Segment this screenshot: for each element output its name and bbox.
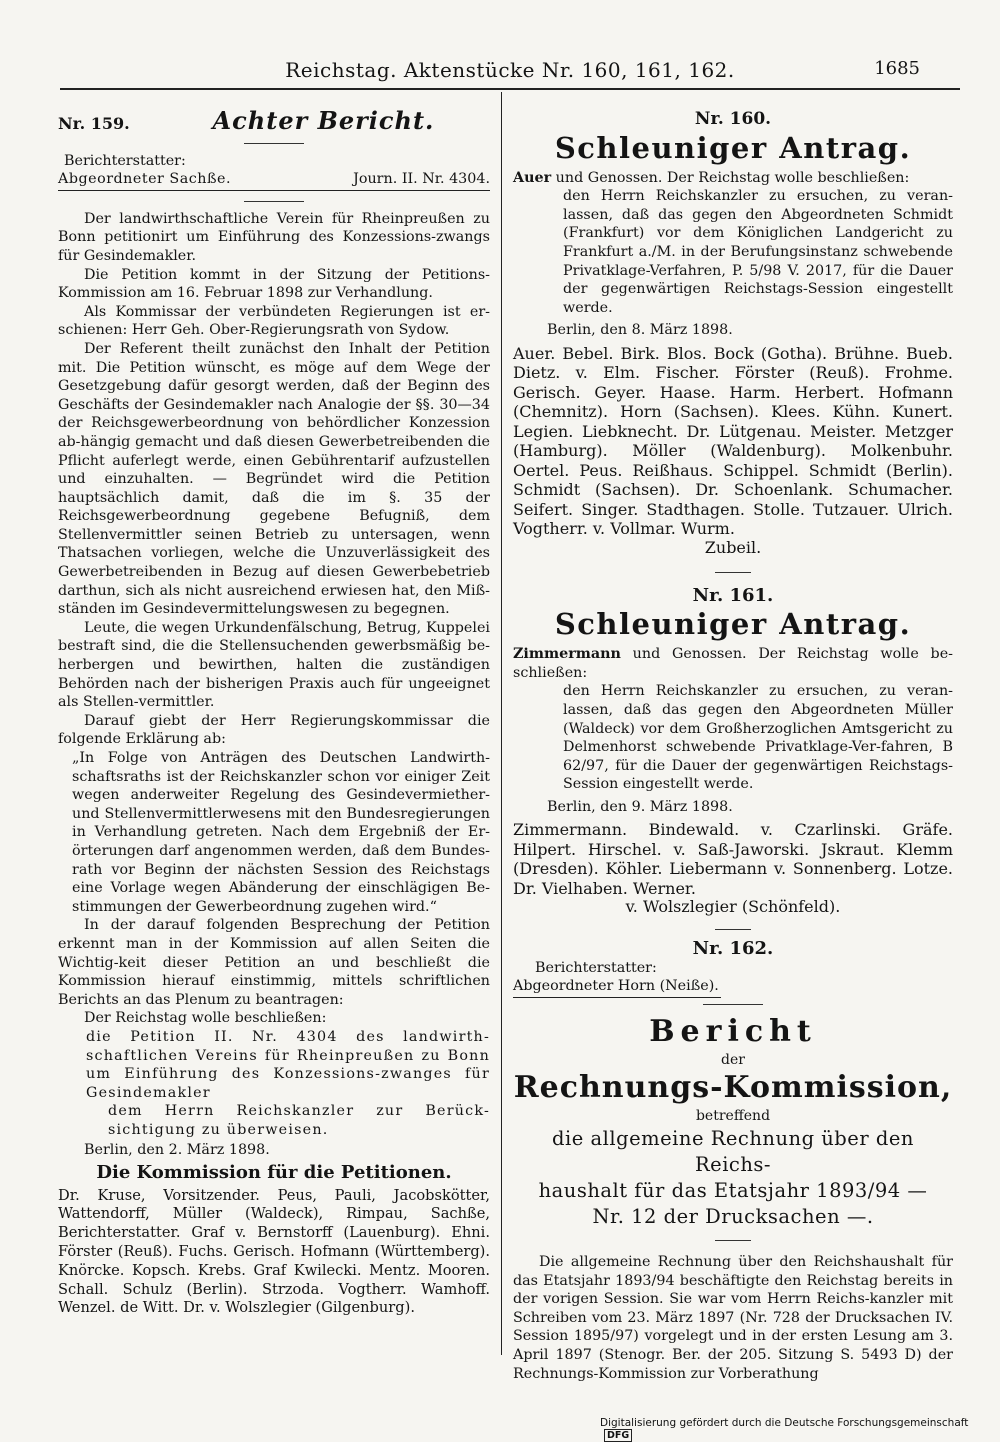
paragraph: Leute, die wegen Urkundenfälschung, Betrug, Kuppelei bestraft sind, die die Stellensuchenden gewerbsmäßig be-herbergen und bewirthen, halten die zuständigen Behörden nach der bisherigen Praxis auch für ungeeignet als Stellen-vermittler. <box>58 619 490 711</box>
date-line: Berlin, den 2. März 1898. <box>84 1142 270 1159</box>
report-159-title: Achter Bericht. <box>212 106 435 135</box>
divider-rule <box>244 201 304 202</box>
divider-rule <box>715 1240 751 1241</box>
commission-members: Dr. Kruse, Vorsitzender. Peus, Pauli, Jacobskötter, Wattendorff, Müller (Waldeck), Rimpau, Sachße, Berichterstatter. Graf v. Bernstorff (Lauenburg). Ehni. Förster (Reuß). Fuchs. Gerisch. Hofmann (Württemberg). Knörcke. Kopsch. Krebs. Graf Kwilecki. Mentz. Mooren. Schall. Schulz (Berlin). Strzoda. Vogtherr. Wamhoff. Wenzel. de Witt. Dr. v. Wolszlegier (Gilgenburg). <box>58 1186 490 1317</box>
motion-160-intro <box>513 169 953 188</box>
report-title-betreffend: betreffend <box>695 1108 771 1125</box>
document-number-162: Nr. 162. <box>692 938 774 960</box>
document-number-160: Nr. 160. <box>694 109 772 129</box>
signatory-list: Zimmermann. Bindewald. v. Czarlinski. Gräfe. Hilpert. Hirschel. v. Saß-Jaworski. Jskraut. Klemm (Dresden). Köhler. Liebermann v. Sonnenberg. Lotze. Dr. Vielhaben. Werner. <box>513 820 953 898</box>
running-head <box>60 58 960 88</box>
motion-160-author: Auer <box>513 169 552 186</box>
motion-161-author: Zimmermann <box>513 646 621 663</box>
footer-text: Digitalisierung gefördert durch die Deutsche Forschungsgemeinschaft <box>600 1417 969 1429</box>
document-number-161: Nr. 161. <box>692 584 774 606</box>
reporter-name-159: Abgeordneter Sachße. <box>58 171 232 188</box>
signatories-160 <box>513 344 953 558</box>
report-159-heading-row <box>58 106 490 135</box>
government-statement-quote: „In Folge von Anträgen des Deutschen Landwirth-schaftsraths ist der Reichskanzler schon vor einiger Zeit wegen anderweiter Regelung des Gesindevermiether- und Stellenvermittlerwesens mit den Bundesregierungen in Verhandlung getreten. Nach dem Ergebniß der Er-örterungen darf angenommen werden, daß dem Bundes-rath vor Beginn der nächsten Session des Reichstags eine Vorlage wegen Abänderung der einschlägigen Be-stimmungen der Gewerbeordnung zugehen wird.“ <box>72 750 490 915</box>
reporter-row-159 <box>58 170 490 191</box>
document-number-159: Nr. 159. <box>58 114 130 133</box>
motion-161-body: den Herrn Reichskanzler zu ersuchen, zu veran-lassen, daß das gegen den Abgeordneten Müller (Waldeck) vor dem Großherzoglichen Amtsgericht zu Delmenhorst schwebende Privatklage-Ver-fahren, B 62/97, für die Dauer der gegenwärtigen Reichstags-Session eingestellt werde. <box>563 683 953 793</box>
resolution-text: dem Herrn Reichskanzler zur Berück-sichtigung zu überweisen. <box>108 1103 490 1138</box>
journal-number: Journ. II. Nr. 4304. <box>353 171 490 188</box>
signatories-161 <box>513 820 953 917</box>
left-column <box>58 108 490 1318</box>
resolution-text: die Petition II. Nr. 4304 des landwirth-schaftlichen Vereins für Rheinpreußen zu Bonn um Einführung des Konzessions-zwanges für Gesindemakler <box>86 1028 490 1101</box>
commission-name-title: Rechnungs-Kommission, <box>513 1070 953 1106</box>
motion-161-intro <box>513 645 953 682</box>
motion-160-intro-text: und Genossen. Der Reichstag wolle beschließen: <box>551 169 910 186</box>
resolution-intro: Der Reichstag wolle beschließen: <box>84 1010 327 1027</box>
paragraph: Die allgemeine Rechnung über den Reichshaushalt für das Etatsjahr 1893/94 beschäftigte den Reichstag bereits in der vorigen Session. Sie war vom Herrn Reichs-kanzler mit Schreiben vom 23. März 1897 (Nr. 728 der Drucksachen IV. Session 1895/97) vorgelegt und in der ersten Lesung am 3. April 1897 (Stenogr. Ber. der 205. Sitzung S. 5493 D) der Rechnungs-Kommission zur Vorberathung <box>513 1254 953 1382</box>
paragraph: Der Referent theilt zunächst den Inhalt der Petition mit. Die Petition wünscht, es möge auf dem Wege der Gesetzgebung dafür gesorgt werden, daß der Beginn des Geschäfts der Gesindemakler nach Analogie der §§. 30—34 der Reichsgewerbeordnung von behördlicher Konzession ab-hängig gemacht und daß diesen Gewerbetreibenden die Pflicht auferlegt werde, einen Gebührentarif aufzustellen und einzuhalten. — Begründet wird die Petition hauptsächlich damit, daß die im §. 35 der Reichsgewerbeordnung gegebene Befugniß, dem Stellenvermittler seinen Betrieb zu untersagen, wenn Thatsachen vorliegen, welche die Unzuverlässigkeit des Gewerbetreibenden in Bezug auf diesen Gewerbebetrieb darthun, sich als nicht ausreichend erwiesen hat, den Miß-ständen im Gesindevermittelungswesen zu begegnen. <box>58 340 490 618</box>
paragraph: In der darauf folgenden Besprechung der Petition erkennt man in der Kommission auf allen Seiten die Wichtig-keit dieser Petition an und beschließt die Kommission hierauf einstimmig, mittels schriftlichen Berichts an das Plenum zu beantragen: <box>58 917 490 1008</box>
dfg-logo: DFG <box>604 1429 632 1442</box>
right-column <box>513 108 953 1383</box>
date-line: Berlin, den 9. März 1898. <box>547 798 733 815</box>
paragraph: Als Kommissar der verbündeten Regierungen ist er-schienen: Herr Geh. Ober-Regierungsrath von Sydow. <box>58 303 490 339</box>
paragraph: Die Petition kommt in der Sitzung der Petitions-Kommission am 16. Februar 1898 zur Verhandlung. <box>58 266 490 302</box>
page-number: 1685 <box>874 58 920 79</box>
report-subject-line: die allgemeine Rechnung über den Reichs- <box>552 1127 914 1177</box>
motion-161-intro-text: und Genossen. Der Reichstag wolle be-schließen: <box>513 646 953 681</box>
reporter-label-162: Berichterstatter: <box>535 959 657 976</box>
column-divider <box>501 92 502 1355</box>
divider-rule <box>715 572 751 573</box>
report-title-der: der <box>721 1051 745 1068</box>
reporter-label-159: Berichterstatter: <box>64 152 186 169</box>
divider-rule <box>703 1004 763 1005</box>
report-subject-line: Nr. 12 der Drucksachen —. <box>592 1205 874 1229</box>
reporter-name-162: Abgeordneter Horn (Neiße). <box>513 977 721 998</box>
report-title: Bericht <box>649 1013 817 1049</box>
running-head-title: Reichstag. Aktenstücke Nr. 160, 161, 162. <box>285 58 735 82</box>
motion-160-body: den Herrn Reichskanzler zu ersuchen, zu veran-lassen, daß das gegen den Abgeordneten Schmidt (Frankfurt) vor dem Königlichen Landgericht zu Frankfurt a./M. in der Berufungsinstanz schwebende Privatklage-Verfahren, P. 5/98 V. 2017, für die Dauer der gegenwärtigen Reichstags-Session eingestellt werde. <box>563 188 953 316</box>
divider-rule <box>244 143 304 144</box>
paragraph: Der landwirthschaftliche Verein für Rheinpreußen zu Bonn petitionirt um Einführung des Konzessions-zwangs für Gesindemakler. <box>58 210 490 264</box>
report-subject-line: haushalt für das Etatsjahr 1893/94 — <box>538 1179 928 1203</box>
footer-credit <box>600 1417 1000 1442</box>
urgent-motion-title-161: Schleuniger Antrag. <box>554 607 912 642</box>
date-line: Berlin, den 8. März 1898. <box>547 322 733 339</box>
signatory-last: v. Wolszlegier (Schönfeld). <box>625 897 841 917</box>
signatory-last: Zubeil. <box>704 537 762 557</box>
urgent-motion-title-160: Schleuniger Antrag. <box>554 130 912 165</box>
commission-title: Die Kommission für die Petitionen. <box>96 1162 452 1184</box>
signatory-list: Auer. Bebel. Birk. Blos. Bock (Gotha). Brühne. Bueb. Dietz. v. Elm. Fischer. Förster (Reuß). Frohme. Gerisch. Geyer. Haase. Harm. Herbert. Hofmann (Chemnitz). Horn (Sachsen). Klees. Kühn. Kunert. Legien. Liebknecht. Dr. Lütgenau. Meister. Metzger (Hamburg). Möller (Waldenburg). Molkenbuhr. Oertel. Peus. Reißhaus. Schippel. Schmidt (Berlin). Schmidt (Sachsen). Dr. Schoenlank. Schumacher. Seifert. Singer. Stadthagen. Stolle. Tutzauer. Ulrich. Vogtherr. v. Vollmar. Wurm. <box>513 343 953 539</box>
paragraph: Darauf giebt der Herr Regierungskommissar die folgende Erklärung ab: <box>58 712 490 748</box>
divider-rule <box>715 929 751 930</box>
header-rule <box>60 88 960 90</box>
